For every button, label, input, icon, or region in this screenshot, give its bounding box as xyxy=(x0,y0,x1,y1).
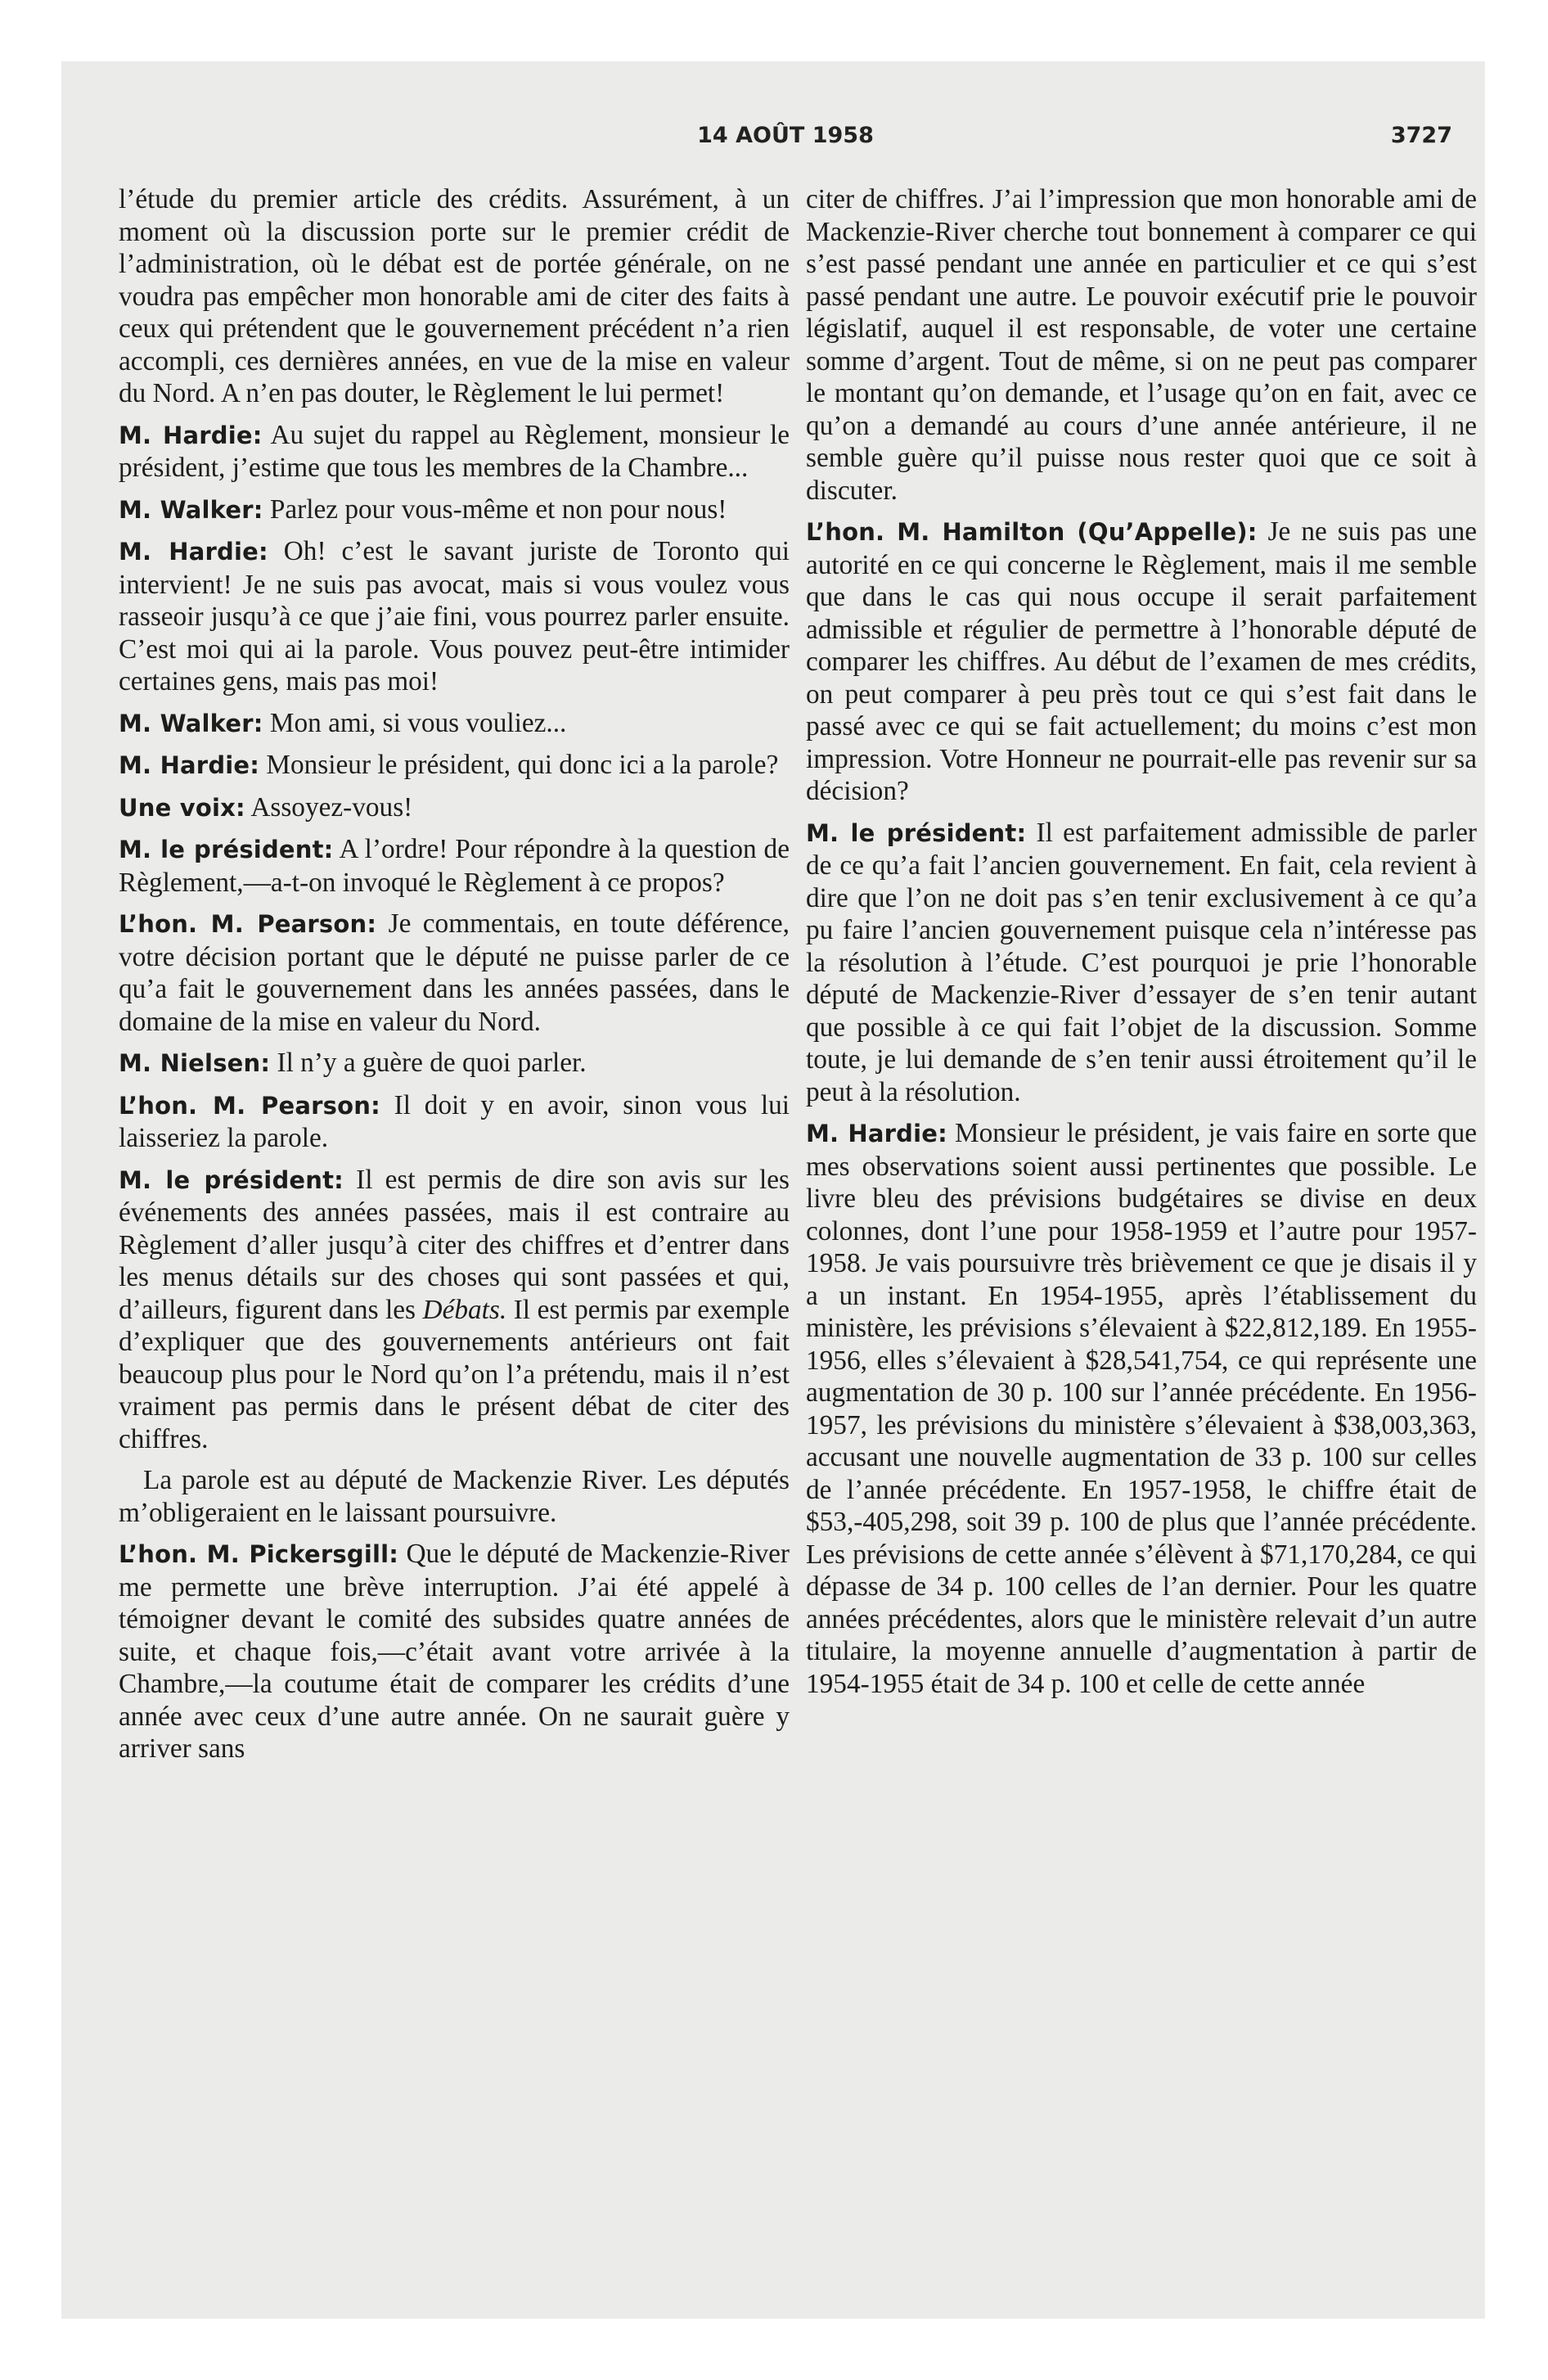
speaker-name: M. le président: xyxy=(119,836,334,863)
paragraph-text: Je commentais, en toute déférence, votre décision portant que le député ne puisse parler de ce qu’a fait le gouvernement dans les années passées, dans le domaine de la mise en valeur du Nord. xyxy=(119,908,790,1037)
paragraph-text: La parole est au député de Mackenzie River. Les députés m’obligeraient en le laissant poursuivre. xyxy=(119,1465,790,1528)
paragraph-text: Il doit y en avoir, sinon vous lui laisseriez la parole. xyxy=(119,1089,790,1153)
speaker-name: M. Hardie: xyxy=(119,751,260,779)
paragraph xyxy=(119,707,790,741)
paragraph xyxy=(119,833,790,899)
speaker-name: M. Hardie: xyxy=(806,1120,947,1147)
paragraph-text: Il n’y a guère de quoi parler. xyxy=(277,1048,587,1078)
paragraph-text: Je ne suis pas une autorité en ce qui concerne le Règlement, mais il me semble que dans le cas qui nous occupe il serait parfaitement admissible et régulier de permettre à l’honorable député de comparer les chiffres. Au début de l’examen de mes crédits, on peut comparer à peu près tout ce qui s’est fait dans le passé avec ce qui se fait actuellement; du moins c’est mon impression. Votre Honneur ne pourrait-elle pas revenir sur sa décision? xyxy=(806,516,1477,806)
paragraph-text: Que le député de Mackenzie-River me permette une brève interruption. J’ai été appelé à témoigner devant le comité des subsides quatre années de suite, et chaque fois,—c’était avant votre arrivée à la Chambre,—la coutume était de comparer les crédits d’une année avec ceux d’une autre année. On ne saurait guère y arriver sans xyxy=(119,1539,790,1764)
paragraph xyxy=(119,749,790,782)
speaker-name: L’hon. M. Pearson: xyxy=(119,910,377,938)
page-number: 3727 xyxy=(1390,123,1452,148)
speaker-name: M. Walker: xyxy=(119,709,263,737)
paragraph xyxy=(119,791,790,825)
paragraph-text: Mon ami, si vous vouliez... xyxy=(269,707,567,738)
speaker-name: M. le président: xyxy=(119,1165,344,1194)
paragraph xyxy=(119,908,790,1038)
paragraph xyxy=(119,183,790,410)
speaker-name: Une voix: xyxy=(119,793,245,822)
paragraph-text: Au sujet du rappel au Règlement, monsieur le président, j’estime que tous les membres de la Chambre... xyxy=(119,419,790,483)
paragraph xyxy=(119,1089,790,1155)
paragraph-text: Assoyez-vous! xyxy=(250,791,413,823)
paragraph-text: Parlez pour vous-même et non pour nous! xyxy=(269,494,727,525)
speaker-name: M. Nielsen: xyxy=(119,1049,271,1077)
paragraph xyxy=(119,494,790,527)
speaker-name: L’hon. M. Pearson: xyxy=(119,1091,380,1120)
paragraph xyxy=(119,1164,790,1456)
document-page xyxy=(119,115,1478,1764)
paragraph xyxy=(806,1117,1477,1700)
left-column xyxy=(119,183,790,1774)
header-date: 14 AOÛT 1958 xyxy=(697,123,874,148)
paragraph xyxy=(806,516,1477,808)
paragraph-text: l’étude du premier article des crédits. Assurément, à un moment où la discussion porte sur le premier crédit de l’administration, où le débat est de portée générale, on ne voudra pas empêcher mon honorable ami de citer des faits à ceux qui prétendent que le gouvernement précédent n’a rien accompli, ces dernières années, en vue de la mise en valeur du Nord. A n’en pas douter, le Règlement le lui permet! xyxy=(119,184,790,408)
paragraph-text: Il est permis par exemple d’expliquer que des gouvernements antérieurs ont fait beaucoup plus pour le Nord qu’on l’a prétendu, mais il n’est vraiment pas permis dans le présent débat de citer des chiffres. xyxy=(119,1294,790,1454)
paragraph-text: Monsieur le président, je vais faire en sorte que mes observations soient aussi pertinentes que possible. Le livre bleu des prévisions budgétaires se divise en deux colonnes, dont l’une pour 1958-1959 et l’autre pour 1957-1958. Je vais poursuivre très brièvement ce que je disais il y a un instant. En 1954-1955, après l’établissement du ministère, les prévisions s’élevaient à $22,812,189. En 1955-1956, elles s’élevaient à $28,541,754, ce qui représente une augmentation de 30 p. 100 sur l’année précédente. En 1956-1957, les prévisions du ministère s’élevaient à $38,003,363, accusant une nouvelle augmentation de 33 p. 100 sur celles de l’année précédente. En 1957-1958, le chiffre était de $53,-405,298, soit 39 p. 100 de plus que l’année précédente. Les prévisions de cette année s’élèvent à $71,170,284, ce qui dépasse de 34 p. 100 celles de l’an dernier. Pour les quatre années précédentes, alors que le ministère relevait d’un autre titulaire, la moyenne annuelle d’augmentation à partir de 1954-1955 était de 34 p. 100 et celle de cette année xyxy=(806,1118,1477,1699)
paragraph xyxy=(806,817,1477,1109)
speaker-name: L’hon. M. Pickersgill: xyxy=(119,1540,399,1568)
speaker-name: M. le président: xyxy=(806,818,1027,847)
paragraph xyxy=(806,183,1477,507)
paragraph-text: Il est permis de dire son avis sur les événements des années passées, mais il est contraire au Règlement d’aller jusqu’à citer des chiffres et d’entrer dans les menus détails sur des choses qui sont passées et qui, d’ailleurs, figurent dans les xyxy=(119,1164,790,1325)
speaker-name: L’hon. M. Hamilton (Qu’Appelle): xyxy=(806,518,1258,546)
speaker-name: M. Hardie: xyxy=(119,421,263,449)
paragraph xyxy=(119,1538,790,1765)
paragraph-text: A l’ordre! Pour répondre à la question de Règlement,—a-t-on invoqué le Règlement à ce propos? xyxy=(119,834,790,898)
paragraph xyxy=(119,1047,790,1080)
paragraph xyxy=(119,419,790,485)
paragraph-text: Monsieur le président, qui donc ici a la parole? xyxy=(266,750,779,780)
paragraph-text: Oh! c’est le savant juriste de Toronto qui intervient! Je ne suis pas avocat, mais si vous voulez vous rasseoir jusqu’à ce que j’aie fini, vous pourrez parler ensuite. C’est moi qui ai la parole. Vous pouvez peut-être intimider certaines gens, mais pas moi! xyxy=(119,536,790,696)
speaker-name: M. Hardie: xyxy=(119,538,268,566)
page-header xyxy=(119,115,1452,164)
paragraph-text: Il est parfaitement admissible de parler de ce qu’a fait l’ancien gouvernement. En fait, cela revient à dire que l’on ne doit pas s’en tenir exclusivement à ce qu’a pu faire l’ancien gouvernement puisque cela n’intéresse pas la résolution à l’étude. C’est pourquoi je prie l’honorable député de Mackenzie-River d’essayer de s’en tenir autant que possible à ce qui fait l’objet de la discussion. Somme toute, je lui demande de s’en tenir aussi étroitement qu’il le peut à la résolution. xyxy=(806,817,1478,1107)
right-column xyxy=(806,183,1477,1709)
paragraph-text: citer de chiffres. J’ai l’impression que mon honorable ami de Mackenzie-River cherche tout bonnement à comparer ce qui s’est passé pendant une année en particulier et ce qui s’est passé pendant une autre. Le pouvoir exécutif prie le pouvoir législatif, auquel il est responsable, de voter une certaine somme d’argent. Tout de même, si on ne peut pas comparer le montant qu’on demande, et l’usage qu’on en fait, avec ce qu’on a demandé au cours d’une année antérieure, il ne semble guère qu’il puisse nous rester quoi que ce soit à discuter. xyxy=(806,184,1477,506)
italic-reference: Débats. xyxy=(422,1294,507,1325)
speaker-name: M. Walker: xyxy=(119,495,263,524)
paragraph xyxy=(119,1464,790,1529)
paragraph xyxy=(119,535,790,698)
